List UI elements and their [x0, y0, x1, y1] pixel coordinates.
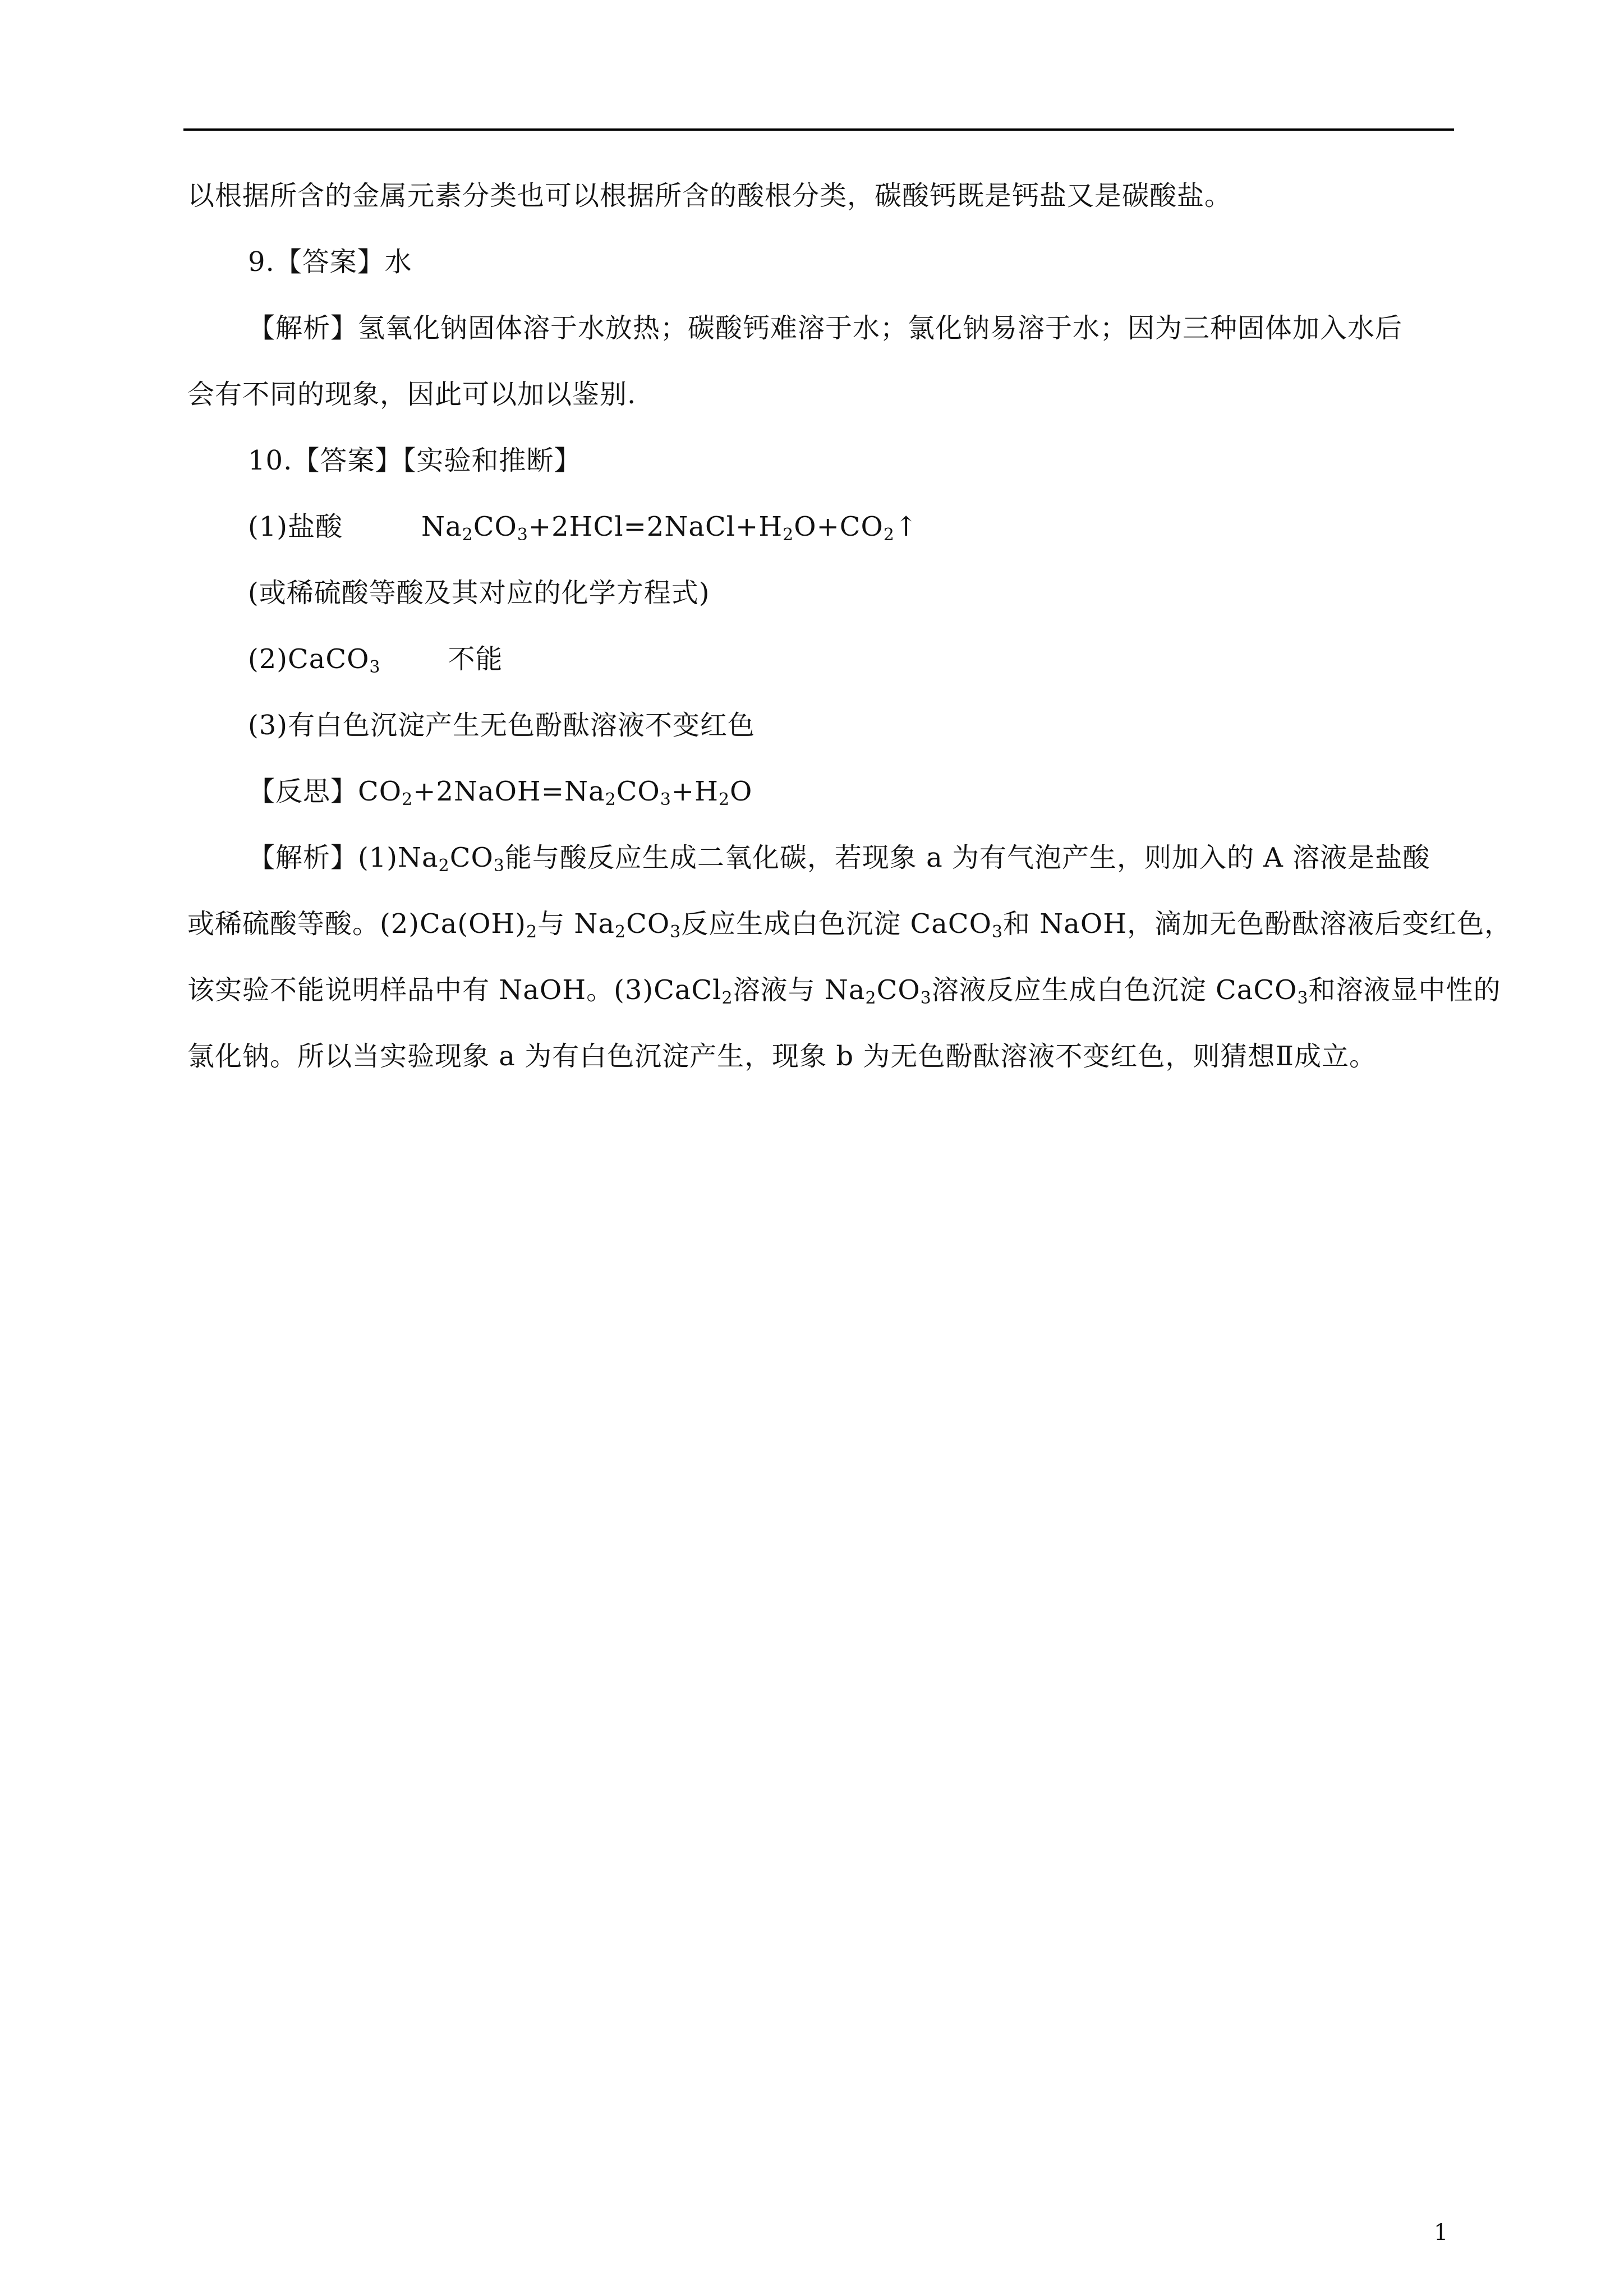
answer-9-heading: 9.【答案】水	[248, 246, 412, 278]
text-line-1: 以根据所含的金属元素分类也可以根据所含的酸根分类，碳酸钙既是钙盐又是碳酸盐。	[187, 180, 1232, 211]
answer-10-part-2	[187, 626, 1450, 692]
analysis-10-line-4: 氯化钠。所以当实验现象 a 为有白色沉淀产生，现象 b 为无色酚酞溶液不变红色，则猜想Ⅱ成立。	[187, 1041, 1377, 1072]
part-1-reagent: (1)盐酸	[248, 511, 343, 542]
page-number: 1	[1434, 2220, 1448, 2246]
part-2-answer: 不能	[448, 643, 503, 675]
part-1-equation: $Na_2CO_3+2HCl=2NaCl+H_2O+CO_2↑$	[421, 511, 918, 545]
analysis-10-line-1: 【解析】$(1)Na_2CO_3$能与酸反应生成二氧化碳，若现象 a 为有气泡产生，则加入的 A 溶液是盐酸	[248, 842, 1430, 876]
header-rule	[183, 128, 1454, 131]
answer-10-part-3: (3)有白色沉淀产生无色酚酞溶液不变红色	[248, 710, 755, 741]
analysis-10-line-3: 该实验不能说明样品中有 NaOH。(3)CaCl$_2$溶液与 $Na_2CO_3$溶液反应生成白色沉淀 CaCO$_3$和溶液显中性的	[187, 974, 1501, 1008]
answer-text-body	[187, 163, 1512, 1089]
answer-10-heading: 10.【答案】【实验和推断】	[248, 445, 582, 476]
analysis-9-line-2: 会有不同的现象，因此可以加以鉴别.	[187, 379, 637, 410]
analysis-10-line-2: 或稀硫酸等酸。$(2)Ca(OH)_2$与 $Na_2CO_3$反应生成白色沉淀 CaCO$_3$和 NaOH，滴加无色酚酞溶液后变红色，	[187, 908, 1512, 942]
analysis-9-line-1: 【解析】氢氧化钠固体溶于水放热；碳酸钙难溶于水；氯化钠易溶于水；因为三种固体加入水后	[248, 312, 1403, 344]
reflection-equation: 【反思】$CO_2+2NaOH=Na_2CO_3+H_2O$	[248, 776, 753, 809]
part-2-formula: (2)CaCO$_3$	[248, 643, 381, 677]
answer-10-part-1	[187, 494, 1450, 560]
answer-10-part-1-note: (或稀硫酸等酸及其对应的化学方程式)	[248, 577, 710, 609]
